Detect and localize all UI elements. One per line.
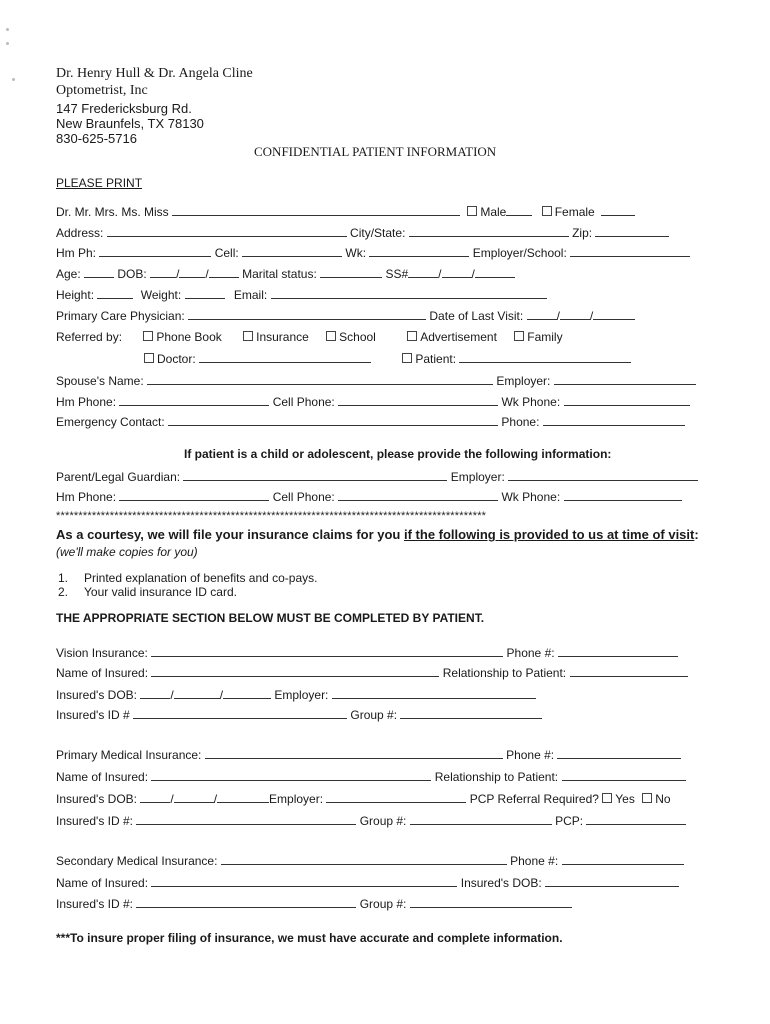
guardian-work-phone-field[interactable]: [564, 490, 682, 501]
guardian-cell-phone-label: Cell Phone:: [272, 490, 335, 504]
weight-label: Weight:: [140, 288, 182, 302]
spouse-work-phone-field[interactable]: [564, 395, 690, 406]
secondary-insurance-field[interactable]: [221, 854, 507, 865]
pcp-field[interactable]: [586, 814, 686, 825]
emergency-contact-field[interactable]: [168, 415, 498, 426]
primary-insurance-field[interactable]: [205, 748, 503, 759]
vision-dob-row: Insured's DOB: / / Employer:: [56, 688, 536, 702]
email-field[interactable]: [271, 288, 547, 299]
emergency-phone-label: Phone:: [501, 415, 540, 429]
secondary-group-label: Group #:: [359, 897, 407, 911]
vision-relationship-label: Relationship to Patient:: [442, 666, 567, 680]
emergency-row: [56, 415, 685, 429]
guardian-work-phone-label: Wk Phone:: [501, 490, 561, 504]
spouse-home-phone-field[interactable]: [119, 395, 269, 406]
vision-id-label: Insured's ID #: [56, 708, 130, 722]
address-field[interactable]: [107, 226, 347, 237]
cell-label: Cell:: [214, 246, 239, 260]
advertisement-label: Advertisement: [420, 330, 497, 344]
doctor-label: Doctor:: [157, 352, 196, 366]
address-label: Address:: [56, 226, 104, 240]
guardian-field[interactable]: [183, 470, 447, 481]
patient-ref-label: Patient:: [415, 352, 457, 366]
primary-dob-row: Insured's DOB: / / Employer: PCP Referral Required? Yes No: [56, 792, 671, 806]
secondary-insurance-row: [56, 854, 684, 868]
guardian-employer-field[interactable]: [508, 470, 698, 481]
phone-book-checkbox[interactable]: [143, 331, 153, 341]
secondary-phone-field[interactable]: [562, 854, 684, 865]
male-checkbox[interactable]: [467, 206, 477, 216]
scan-speck: [6, 42, 9, 45]
family-label: Family: [527, 330, 563, 344]
secondary-insured-row: [56, 876, 679, 890]
last-visit-label: Date of Last Visit:: [429, 309, 524, 323]
guardian-home-phone-label: Hm Phone:: [56, 490, 117, 504]
title-options: Dr. Mr. Mrs. Ms. Miss: [56, 205, 169, 219]
doctor-names: Dr. Henry Hull & Dr. Angela Cline: [56, 66, 253, 81]
patient-ref-checkbox[interactable]: [402, 353, 412, 363]
secondary-phone-label: Phone #:: [510, 854, 559, 868]
referral-detail-row: [144, 352, 631, 366]
city-address: New Braunfels, TX 78130: [56, 116, 204, 131]
vision-dob-label: Insured's DOB:: [56, 688, 137, 702]
school-checkbox[interactable]: [326, 331, 336, 341]
vision-insured-row: [56, 666, 688, 680]
item-2: [58, 585, 237, 599]
work-field[interactable]: [369, 246, 469, 257]
home-phone-label: Hm Ph:: [56, 246, 97, 260]
spouse-employer-label: Employer:: [496, 374, 551, 388]
vision-name-insured-field[interactable]: [151, 666, 439, 677]
guardian-phones-row: [56, 490, 682, 504]
courtesy-colon: :: [694, 527, 699, 542]
spouse-employer-field[interactable]: [554, 374, 696, 385]
spouse-phones-row: [56, 395, 690, 409]
primary-employer-label: Employer:: [269, 792, 324, 806]
section-heading: THE APPROPRIATE SECTION BELOW MUST BE COMPLETED BY PATIENT.: [56, 611, 485, 625]
ssn-part1-field[interactable]: [408, 267, 438, 278]
last-visit-year-field[interactable]: [593, 309, 635, 320]
secondary-insured-dob-field[interactable]: [545, 876, 679, 887]
employer-school-field[interactable]: [570, 246, 690, 257]
secondary-id-field[interactable]: [136, 897, 356, 908]
vision-phone-field[interactable]: [558, 646, 678, 657]
vision-dob-year-field[interactable]: [223, 688, 271, 699]
vision-insurance-row: [56, 646, 678, 660]
practice-title: Optometrist, Inc: [56, 83, 148, 98]
primary-dob-month-field[interactable]: [140, 792, 170, 803]
vision-phone-label: Phone #:: [506, 646, 555, 660]
height-row: [56, 288, 547, 302]
practice-phone: 830-625-5716: [56, 131, 137, 146]
primary-phone-field[interactable]: [557, 748, 681, 759]
vision-relationship-field[interactable]: [570, 666, 688, 677]
pcp-yes-checkbox[interactable]: [602, 793, 612, 803]
doctor-checkbox[interactable]: [144, 353, 154, 363]
family-checkbox[interactable]: [514, 331, 524, 341]
phone-book-label: Phone Book: [156, 330, 222, 344]
primary-employer-field[interactable]: [326, 792, 466, 803]
vision-employer-field[interactable]: [332, 688, 536, 699]
emergency-contact-label: Emergency Contact:: [56, 415, 165, 429]
primary-id-label: Insured's ID #:: [56, 814, 133, 828]
zip-label: Zip:: [572, 226, 593, 240]
ssn-part3-field[interactable]: [475, 267, 515, 278]
age-row: Age: DOB: / / Marital status: SS# / /: [56, 267, 515, 281]
city-state-label: City/State:: [350, 226, 406, 240]
pcp-label: PCP:: [555, 814, 584, 828]
spouse-row: [56, 374, 696, 388]
home-phone-field[interactable]: [99, 246, 211, 257]
vision-id-field[interactable]: [133, 708, 347, 719]
address-row: [56, 226, 669, 240]
vision-employer-label: Employer:: [274, 688, 329, 702]
secondary-id-label: Insured's ID #:: [56, 897, 133, 911]
female-label: Female: [554, 205, 595, 219]
vision-name-insured-label: Name of Insured:: [56, 666, 149, 680]
patient-ref-field[interactable]: [459, 352, 631, 363]
form-title: CONFIDENTIAL PATIENT INFORMATION: [254, 144, 497, 159]
spouse-cell-phone-field[interactable]: [338, 395, 498, 406]
primary-group-label: Group #:: [359, 814, 407, 828]
guardian-employer-label: Employer:: [450, 470, 505, 484]
phone-row: [56, 246, 690, 260]
referred-by-label: Referred by:: [56, 330, 123, 344]
primary-dob-year-field[interactable]: [217, 792, 269, 803]
please-print-label: PLEASE PRINT: [56, 176, 143, 190]
ssn-part2-field[interactable]: [442, 267, 472, 278]
pcp-referral-label: PCP Referral Required?: [469, 792, 599, 806]
primary-insured-row: [56, 770, 686, 784]
primary-phone-label: Phone #:: [506, 748, 555, 762]
primary-name-insured-field[interactable]: [151, 770, 431, 781]
pcp-yes-label: Yes: [615, 792, 635, 806]
male-label: Male: [480, 205, 507, 219]
primary-relationship-label: Relationship to Patient:: [434, 770, 559, 784]
primary-id-field[interactable]: [136, 814, 356, 825]
secondary-insured-dob-label: Insured's DOB:: [460, 876, 542, 890]
primary-dob-label: Insured's DOB:: [56, 792, 137, 806]
female-checkbox[interactable]: [542, 206, 552, 216]
vision-dob-day-field[interactable]: [174, 688, 220, 699]
secondary-name-insured-label: Name of Insured:: [56, 876, 149, 890]
insurance-ref-label: Insurance: [256, 330, 309, 344]
marital-field[interactable]: [320, 267, 382, 278]
height-label: Height:: [56, 288, 95, 302]
vision-insurance-field[interactable]: [151, 646, 503, 657]
courtesy-line: [56, 527, 699, 542]
spouse-home-phone-label: Hm Phone:: [56, 395, 117, 409]
insurance-checkbox[interactable]: [243, 331, 253, 341]
cell-field[interactable]: [242, 246, 342, 257]
weight-field[interactable]: [185, 288, 225, 299]
height-field[interactable]: [97, 288, 133, 299]
secondary-insurance-label: Secondary Medical Insurance:: [56, 854, 218, 868]
zip-field[interactable]: [595, 226, 669, 237]
doctor-field[interactable]: [199, 352, 371, 363]
scan-speck: [6, 28, 9, 31]
age-field[interactable]: [84, 267, 114, 278]
referred-row: [56, 330, 563, 344]
age-label: Age:: [56, 267, 81, 281]
dob-year-field[interactable]: [209, 267, 239, 278]
copies-note: (we'll make copies for you): [56, 545, 198, 559]
marital-label: Marital status:: [242, 267, 317, 281]
spouse-work-phone-label: Wk Phone:: [501, 395, 561, 409]
scan-speck: [12, 78, 15, 81]
vision-group-field[interactable]: [400, 708, 542, 719]
pcp-no-checkbox[interactable]: [642, 793, 652, 803]
courtesy-underlined: if the following is provided to us at time of visit: [404, 527, 695, 542]
dob-month-field[interactable]: [150, 267, 176, 278]
primary-insurance-row: [56, 748, 681, 762]
male-line: [506, 205, 532, 216]
employer-school-label: Employer/School:: [472, 246, 567, 260]
email-label: Email:: [233, 288, 268, 302]
last-visit-day-field[interactable]: [560, 309, 590, 320]
last-visit-month-field[interactable]: [527, 309, 557, 320]
spouse-name-label: Spouse's Name:: [56, 374, 144, 388]
school-label: School: [339, 330, 376, 344]
secondary-name-insured-field[interactable]: [151, 876, 457, 887]
pcp-no-label: No: [655, 792, 671, 806]
secondary-id-row: [56, 897, 572, 911]
primary-group-field[interactable]: [410, 814, 552, 825]
primary-relationship-field[interactable]: [562, 770, 686, 781]
footer-note: ***To insure proper filing of insurance, we must have accurate and complete information.: [56, 931, 563, 945]
dob-label: DOB:: [117, 267, 147, 281]
street-address: 147 Fredericksburg Rd.: [56, 101, 192, 116]
secondary-group-field[interactable]: [410, 897, 572, 908]
primary-dob-day-field[interactable]: [174, 792, 214, 803]
primary-insurance-label: Primary Medical Insurance:: [56, 748, 202, 762]
item-1-number: 1.: [58, 571, 69, 585]
item-2-number: 2.: [58, 585, 69, 599]
spouse-cell-phone-label: Cell Phone:: [272, 395, 335, 409]
item-2-text: Your valid insurance ID card.: [84, 585, 237, 599]
vision-id-row: [56, 708, 542, 722]
vision-group-label: Group #:: [350, 708, 398, 722]
star-divider: ************************************************************************************************: [56, 510, 487, 522]
vision-dob-month-field[interactable]: [140, 688, 170, 699]
ssn-label: SS#: [385, 267, 409, 281]
primary-id-row: [56, 814, 686, 828]
work-label: Wk:: [345, 246, 367, 260]
name-row: [56, 205, 635, 219]
pcp-field[interactable]: [188, 309, 426, 320]
item-1-text: Printed explanation of benefits and co-pays.: [84, 571, 318, 585]
vision-insurance-label: Vision Insurance:: [56, 646, 148, 660]
name-field[interactable]: [172, 205, 460, 216]
guardian-label: Parent/Legal Guardian:: [56, 470, 181, 484]
guardian-cell-phone-field[interactable]: [338, 490, 498, 501]
emergency-phone-field[interactable]: [543, 415, 685, 426]
advertisement-checkbox[interactable]: [407, 331, 417, 341]
dob-day-field[interactable]: [179, 267, 205, 278]
courtesy-text: As a courtesy, we will file your insurance claims for you: [56, 527, 404, 542]
city-state-field[interactable]: [409, 226, 569, 237]
guardian-heading: If patient is a child or adolescent, please provide the following information:: [184, 447, 612, 461]
pcp-label: Primary Care Physician:: [56, 309, 185, 323]
spouse-name-field[interactable]: [147, 374, 493, 385]
item-1: [58, 571, 317, 585]
guardian-row: [56, 470, 698, 484]
primary-name-insured-label: Name of Insured:: [56, 770, 149, 784]
guardian-home-phone-field[interactable]: [119, 490, 269, 501]
female-line: [601, 205, 635, 216]
pcp-row: Primary Care Physician: Date of Last Visit: / /: [56, 309, 635, 323]
